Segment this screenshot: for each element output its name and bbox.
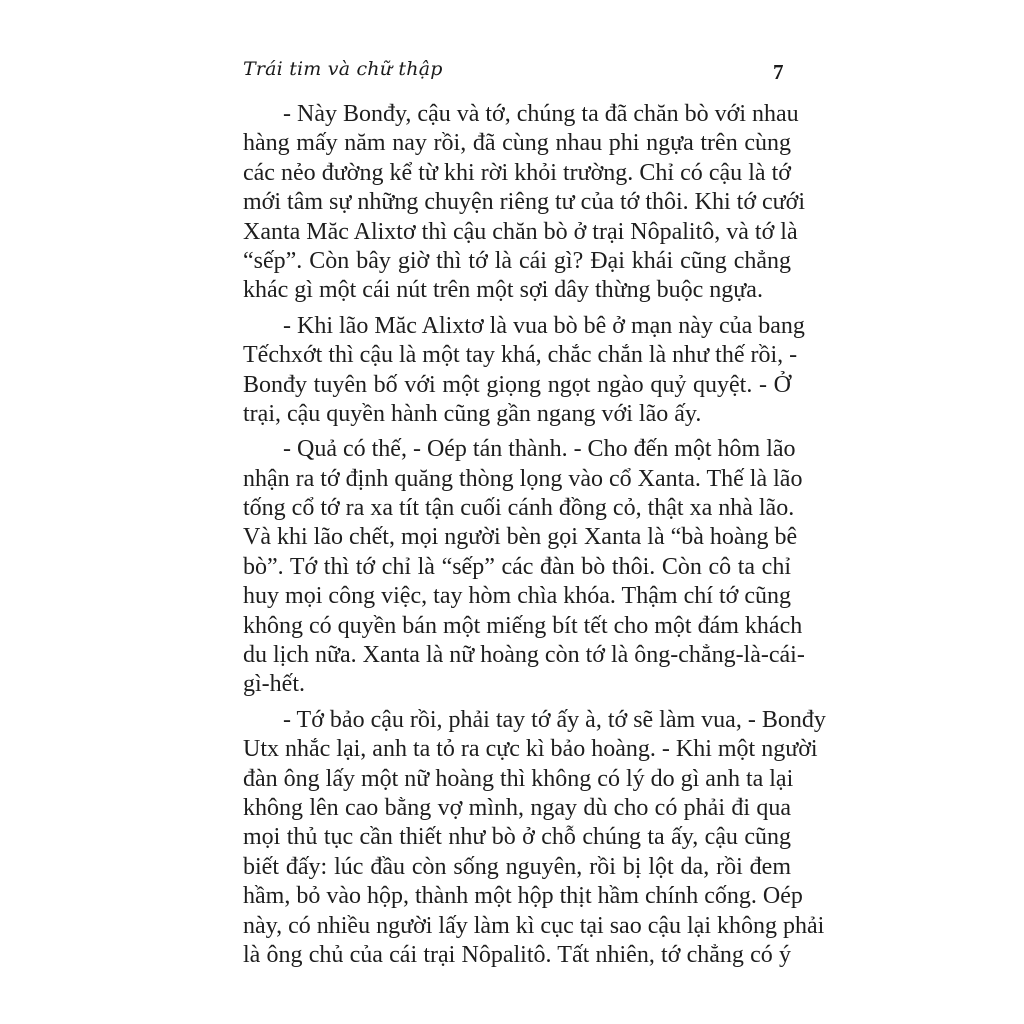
running-head-title: Trái tim và chữ thập xyxy=(243,58,443,80)
text-line: mới tâm sự những chuyện riêng tư của tớ thôi. Khi tớ cưới xyxy=(243,189,806,216)
text-line: khác gì một cái nút trên một sợi dây thừng buộc ngựa. xyxy=(243,277,763,304)
text-line: không có quyền bán một miếng bít tết cho một đám khách xyxy=(243,612,803,639)
text-line: Xanta Măc Alixtơ thì cậu chăn bò ở trại Nôpalitô, và tớ là xyxy=(243,218,798,245)
body-text xyxy=(243,100,826,970)
text-line: Utx nhắc lại, anh ta tỏ ra cực kì bảo hoàng. - Khi một người xyxy=(243,736,818,763)
text-line: hầm, bỏ vào hộp, thành một hộp thịt hầm chính cống. Oép xyxy=(243,883,803,910)
text-line: đàn ông lấy một nữ hoàng thì không có lý do gì anh ta lại xyxy=(243,765,794,792)
text-line: nhận ra tớ định quăng thòng lọng vào cổ Xanta. Thế là lão xyxy=(243,465,803,492)
paragraph xyxy=(243,312,805,430)
paragraph xyxy=(243,706,826,971)
text-line: biết đấy: lúc đầu còn sống nguyên, rồi bị lột da, rồi đem xyxy=(243,853,791,880)
paragraph xyxy=(243,435,805,700)
text-line: các nẻo đường kể từ khi rời khỏi trường. Chỉ có cậu là tớ xyxy=(243,159,791,186)
text-line: - Tớ bảo cậu rồi, phải tay tớ ấy à, tớ sẽ làm vua, - Bonđy xyxy=(283,706,826,733)
page-number: 7 xyxy=(773,60,784,84)
text-line: tống cổ tớ ra xa tít tận cuối cánh đồng cỏ, thật xa nhà lão. xyxy=(243,495,795,522)
text-line: mọi thủ tục cần thiết như bò ở chỗ chúng ta ấy, cậu cũng xyxy=(243,824,791,851)
text-line: huy mọi công việc, tay hòm chìa khóa. Thậm chí tớ cũng xyxy=(243,583,791,610)
text-line: du lịch nữa. Xanta là nữ hoàng còn tớ là ông-chẳng-là-cái- xyxy=(243,642,805,669)
text-line: gì-hết. xyxy=(243,671,305,698)
text-line: bò”. Tớ thì tớ chỉ là “sếp” các đàn bò thôi. Còn cô ta chỉ xyxy=(243,553,791,580)
text-line: Và khi lão chết, mọi người bèn gọi Xanta là “bà hoàng bê xyxy=(243,524,798,551)
text-line: Bonđy tuyên bố với một giọng ngọt ngào quỷ quyệt. - Ở xyxy=(243,371,791,398)
text-line: là ông chủ của cái trại Nôpalitô. Tất nhiên, tớ chẳng có ý xyxy=(243,941,791,968)
text-line: Tếchxớt thì cậu là một tay khá, chắc chắn là như thế rồi, - xyxy=(243,342,798,369)
text-line: “sếp”. Còn bây giờ thì tớ là cái gì? Đại khái cũng chẳng xyxy=(243,247,791,274)
text-line: - Khi lão Măc Alixtơ là vua bò bê ở mạn này của bang xyxy=(283,312,805,339)
paragraph xyxy=(243,100,806,306)
text-line: hàng mấy năm nay rồi, đã cùng nhau phi ngựa trên cùng xyxy=(243,130,791,157)
text-line: không lên cao bằng vợ mình, ngay dù cho có phải đi qua xyxy=(243,794,791,821)
text-line: - Quả có thế, - Oép tán thành. - Cho đến một hôm lão xyxy=(283,436,796,463)
text-line: trại, cậu quyền hành cũng gần ngang với lão ấy. xyxy=(243,400,702,427)
text-line: này, có nhiều người lấy làm kì cục tại sao cậu lại không phải xyxy=(243,912,825,939)
text-line: - Này Bonđy, cậu và tớ, chúng ta đã chăn bò với nhau xyxy=(283,101,799,127)
